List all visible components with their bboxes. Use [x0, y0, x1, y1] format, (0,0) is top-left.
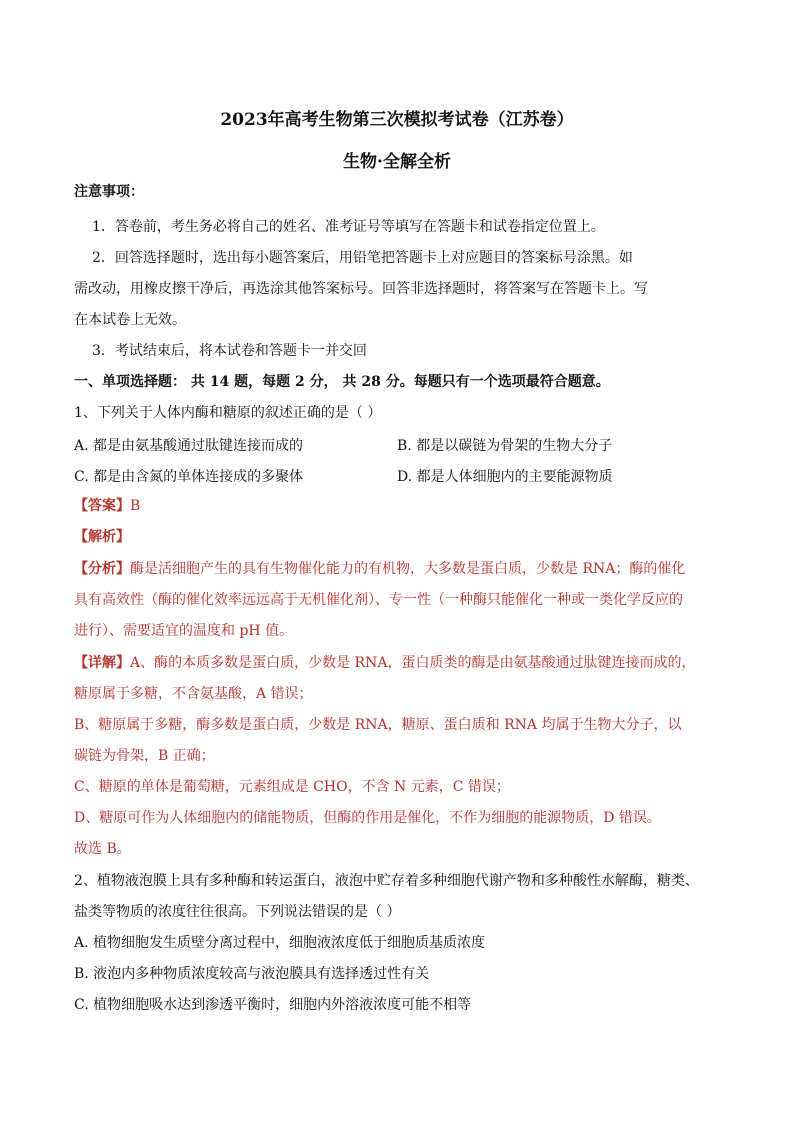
- notice-item-1: 1．答卷前，考生务必将自己的姓名、准考证号等填写在答题卡和试卷指定位置上。: [92, 219, 605, 235]
- fenxi-line-2: 具有高效性（酶的催化效率远远高于无机催化剂）、专一性（一种酶只能催化一种或一类化学反应的: [74, 592, 683, 608]
- question-2-option-b: B. 液泡内多种物质浓度较高与液泡膜具有选择透过性有关: [74, 966, 430, 982]
- xiangjie-tag: 【详解】: [74, 655, 130, 671]
- question-2-stem-line-2: 盐类等物质的浓度往往很高。下列说法错误的是（ ）: [74, 904, 401, 920]
- fenxi-text-1: 酶是活细胞产生的具有生物催化能力的有机物，大多数是蛋白质，少数是 RNA；酶的催化: [130, 561, 686, 577]
- question-1-option-d: D. 都是人体细胞内的主要能源物质: [397, 469, 613, 485]
- xiangjie-line-5: C、糖原的单体是葡萄糖，元素组成是 CHO，不含 N 元素，C 错误；: [74, 779, 510, 795]
- section-heading: 一、单项选择题： 共 14 题，每题 2 分， 共 28 分。每题只有一个选项最符合题意。: [74, 374, 610, 390]
- conclusion-line: 故选 B。: [74, 841, 131, 857]
- xiangjie-line-1: [74, 654, 695, 672]
- notice-item-2-line-3: 在本试卷上无效。: [74, 312, 186, 328]
- xiangjie-line-3: B、糖原属于多糖，酶多数是蛋白质，少数是 RNA，糖原、蛋白质和 RNA 均属于生物大分子，以: [74, 717, 682, 733]
- page-subtitle: 生物·全解全析: [343, 152, 451, 172]
- xiangjie-line-2: 糖原属于多糖，不含氨基酸，A 错误；: [74, 686, 313, 702]
- question-1-option-a: A. 都是由氨基酸通过肽键连接而成的: [74, 438, 304, 454]
- analysis-tag: 【解析】: [74, 529, 130, 545]
- question-1-option-b: B. 都是以碳链为骨架的生物大分子: [397, 438, 613, 454]
- notice-item-2-line-1: 2．回答选择题时，选出每小题答案后，用铅笔把答题卡上对应题目的答案标号涂黑。如: [92, 250, 633, 266]
- xiangjie-line-6: D、糖原可作为人体细胞内的储能物质，但酶的作用是催化，不作为细胞的能源物质，D 错误。: [74, 810, 661, 826]
- question-2-option-c: C. 植物细胞吸水达到渗透平衡时，细胞内外溶液浓度可能不相等: [74, 997, 472, 1013]
- answer-tag: 【答案】: [74, 498, 130, 514]
- question-2-option-a: A. 植物细胞发生质壁分离过程中，细胞液浓度低于细胞质基质浓度: [74, 935, 486, 951]
- question-1-answer: [74, 497, 140, 515]
- fenxi-line-1: [74, 560, 685, 578]
- question-1-stem: 1、下列关于人体内酶和糖原的叙述正确的是（ ）: [74, 405, 382, 421]
- xiangjie-line-4: 碳链为骨架，B 正确；: [74, 748, 215, 764]
- page-title: 2023年高考生物第三次模拟考试卷（江苏卷）: [220, 110, 574, 130]
- notice-item-2-line-2: 需改动，用橡皮擦干净后，再选涂其他答案标号。回答非选择题时，将答案写在答题卡上。写: [74, 281, 648, 297]
- fenxi-line-3: 进行）、需要适宜的温度和 pH 值。: [74, 623, 294, 639]
- notice-heading: 注意事项：: [74, 184, 144, 200]
- question-2-stem-line-1: 2、植物液泡膜上具有多种酶和转运蛋白，液泡中贮存着多种细胞代谢产物和多种酸性水解酶，糖类、: [74, 873, 699, 889]
- question-1-option-c: C. 都是由含氮的单体连接成的多聚体: [74, 469, 304, 485]
- answer-value: B: [130, 498, 141, 514]
- notice-item-3: 3．考试结束后，将本试卷和答题卡一并交回: [92, 343, 367, 359]
- xiangjie-text-1: A、酶的本质多数是蛋白质，少数是 RNA，蛋白质类的酶是由氨基酸通过肽键连接而成的，: [130, 655, 696, 671]
- fenxi-tag: 【分析】: [74, 561, 130, 577]
